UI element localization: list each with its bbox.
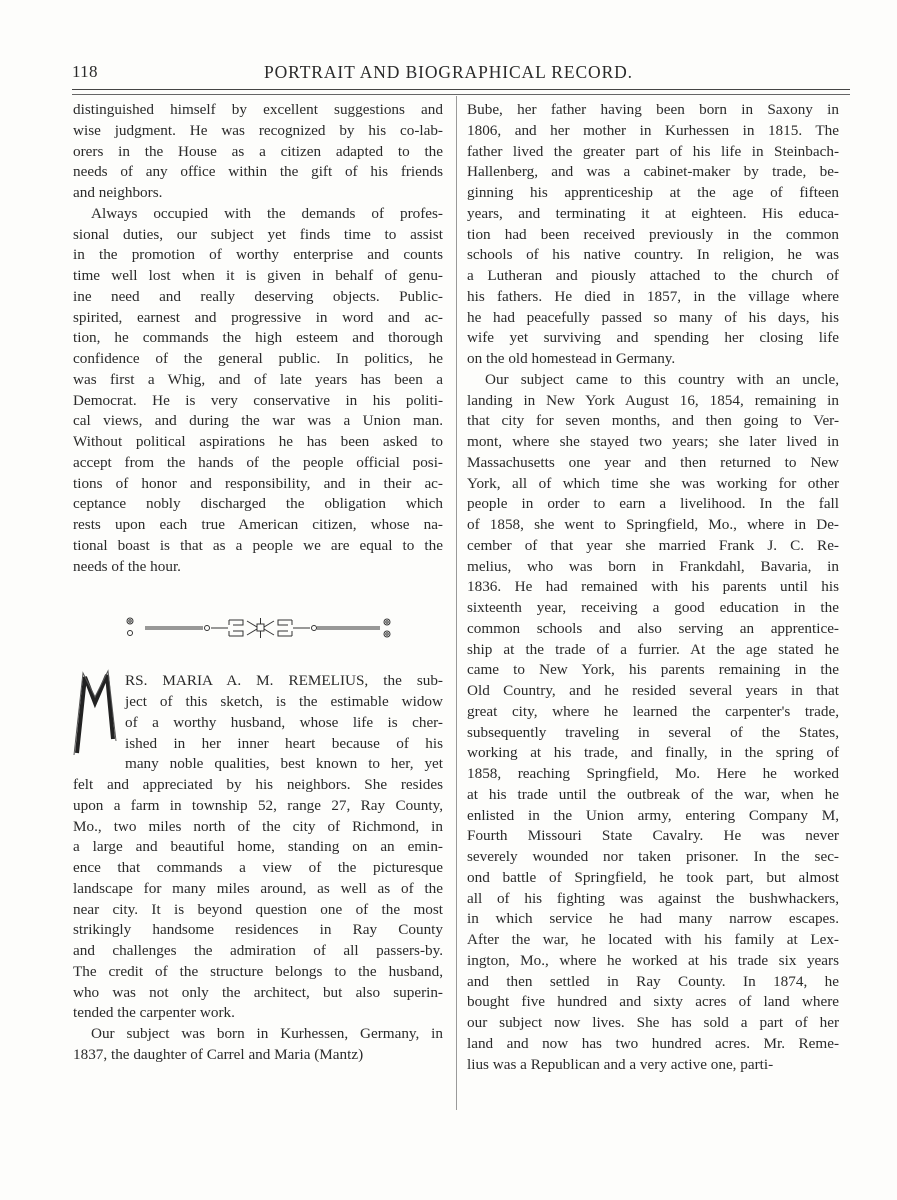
left-column <box>73 100 443 1066</box>
text-line: time well lost when it is given in behalf of genu- <box>73 267 443 284</box>
text-line: subsequently traveling in several of the States, <box>467 723 839 741</box>
text-line: confidence of the general public. In politics, he <box>73 350 443 367</box>
text-line: rests upon each true American citizen, whose na- <box>73 516 443 533</box>
text-line: our subject now lives. She has sold a part of her <box>467 1014 839 1031</box>
text-line: on the old homestead in Germany. <box>467 350 676 367</box>
right-column <box>467 100 839 1075</box>
text-line: land and now has two hundred acres. Mr. Reme- <box>467 1034 839 1052</box>
text-line: cember of that year she married Frank J. C. Re- <box>467 536 839 554</box>
text-line: Fourth Missouri State Cavalry. He was never <box>467 827 839 845</box>
text-line: Our subject was born in Kurhessen, Germany, in <box>91 1025 443 1042</box>
text-line: Our subject came to this country with an uncle, <box>485 370 839 388</box>
text-line: his fathers. He died in 1857, in the village where <box>467 287 839 305</box>
text-line: was first a Whig, and of late years has been a <box>73 370 443 388</box>
text-line: and then settled in Ray County. In 1874, he <box>467 972 839 990</box>
text-line: Democrat. He is very conservative in his politi- <box>73 391 443 409</box>
text-line: RS. MARIA A. M. REMELIUS, the sub- <box>125 672 443 690</box>
text-line: upon a farm in township 52, range 27, Ray County, <box>73 796 443 814</box>
text-line: needs of any office within the gift of his friends <box>73 163 443 181</box>
text-line: wife yet surviving and spending her closing life <box>467 329 839 347</box>
text-line: melius, who was born in Frankdahl, Bavaria, in <box>467 557 839 575</box>
text-line: ine need and really deserving objects. Public- <box>73 287 443 305</box>
drop-cap-m-icon <box>71 669 119 757</box>
ornament-divider-icon <box>125 615 395 641</box>
paragraph <box>73 100 443 204</box>
text-line: Without political aspirations he has been asked to <box>73 433 443 450</box>
text-line: ished in her inner heart because of his <box>125 734 443 752</box>
text-line: common schools and also serving an apprentice- <box>467 619 839 637</box>
header-rule <box>72 89 850 95</box>
page-header <box>72 60 850 86</box>
text-line: lius was a Republican and a very active one, parti- <box>467 1055 774 1073</box>
text-line: of a worthy husband, whose life is cher- <box>125 713 443 731</box>
text-line: tion had been received previously in the common <box>467 225 839 243</box>
text-line: in which service he had many narrow escapes. <box>467 910 839 928</box>
text-line: a large and beautiful home, standing on an emin- <box>73 838 443 856</box>
text-line: accept from the hands of the people official posi- <box>73 453 443 471</box>
text-line: enlisted in the Union army, entering Company M, <box>467 806 839 824</box>
text-line: came to New York, his parents remaining in the <box>467 661 839 679</box>
text-line: mont, where she stayed two years; she later lived in <box>467 433 839 450</box>
paragraph <box>73 1024 443 1066</box>
text-line: ginning his apprenticeship at the age of fifteen <box>467 184 839 201</box>
text-line: Always occupied with the demands of profes- <box>91 204 443 222</box>
biography-intro <box>73 671 443 1024</box>
text-line: felt and appreciated by his neighbors. She resides <box>73 776 443 793</box>
text-line: ship at the trade of a furrier. At the age stated he <box>467 640 839 658</box>
text-line: schools of his native country. In religion, he was <box>467 246 839 264</box>
text-line: all of his fighting was against the bushwhackers, <box>467 889 839 907</box>
text-line: Massachusetts one year and then returned to New <box>467 453 839 471</box>
text-line: bought five hundred and sixty acres of land where <box>467 993 839 1011</box>
text-line: a Lutheran and piously attached to the church of <box>467 267 839 284</box>
text-line: in the promotion of worthy enterprise and counts <box>73 246 443 264</box>
text-line: spirited, earnest and progressive in word and ac- <box>73 308 443 326</box>
text-line: ington, Mo., where he worked at his trade six years <box>467 951 839 969</box>
text-line: tended the carpenter work. <box>73 1004 235 1022</box>
text-line: great city, where he learned the carpenter's trade, <box>467 702 839 720</box>
text-line: father lived the greater part of his life in Steinbach- <box>467 142 839 160</box>
paragraph <box>467 100 839 370</box>
text-line: 1806, and her mother in Kurhessen in 1815. The <box>467 121 839 139</box>
text-line: needs of the hour. <box>73 557 181 575</box>
paragraph <box>73 671 443 1024</box>
text-line: he had peacefully passed so many of his days, his <box>467 308 839 326</box>
running-title: PORTRAIT AND BIOGRAPHICAL RECORD. <box>264 62 633 82</box>
text-line: York, all of which time she was working for other <box>467 474 839 492</box>
text-line: ond battle of Springfield, he took part, but almost <box>467 868 839 886</box>
text-line: After the war, he located with his family at Lex- <box>467 931 839 948</box>
text-line: wise judgment. He was recognized by his co-lab- <box>73 121 443 139</box>
column-divider <box>456 96 457 1110</box>
text-line: at his trade until the outbreak of the war, when he <box>467 785 839 803</box>
text-line: years, and terminating it at eighteen. His educa- <box>467 204 839 222</box>
text-line: distinguished himself by excellent suggestions and <box>73 101 443 118</box>
page-number: 118 <box>72 62 98 81</box>
text-line: The credit of the structure belongs to the husband, <box>73 962 443 980</box>
text-line: and challenges the admiration of all passers-by. <box>73 942 443 959</box>
text-line: Old Country, and he resided several years in that <box>467 682 839 699</box>
text-line: who was not only the architect, but also superin- <box>73 983 443 1001</box>
text-line: near city. It is beyond question one of the most <box>73 900 443 918</box>
text-line: ceptance nobly discharged the obligation which <box>73 495 443 513</box>
text-line: 1836. He had remained with his parents until his <box>467 578 839 596</box>
text-line: many noble qualities, best known to her, yet <box>125 755 443 773</box>
text-line: sional duties, our subject yet finds time to assist <box>73 225 443 243</box>
text-line: tional boast is that as a people we are equal to the <box>73 536 443 554</box>
text-line: Hallenberg, and was a cabinet-maker by trade, be- <box>467 163 839 181</box>
text-line: severely wounded nor taken prisoner. In the sec- <box>467 848 839 865</box>
text-line: landing in New York August 16, 1854, remaining in <box>467 391 839 409</box>
text-line: 1858, reaching Springfield, Mo. Here he worked <box>467 765 839 782</box>
text-line: Mo., two miles north of the city of Richmond, in <box>73 817 443 835</box>
text-line: strikingly handsome residences in Ray County <box>73 921 443 939</box>
text-line: ject of this sketch, is the estimable widow <box>125 693 443 710</box>
text-line: 1837, the daughter of Carrel and Maria (Mantz) <box>73 1045 364 1063</box>
text-line: cal views, and during the war was a Union man. <box>73 412 443 430</box>
text-line: landscape for many miles around, as well as of the <box>73 879 443 897</box>
text-line: orers in the House as a citizen adapted to the <box>73 142 443 160</box>
text-line: Bube, her father having been born in Saxony in <box>467 101 839 118</box>
paragraph <box>73 204 443 578</box>
text-line: sixteenth year, receiving a good education in the <box>467 599 839 616</box>
text-line: tions of honor and responsibility, and in their ac- <box>73 474 443 492</box>
text-line: that city for seven months, and then going to Ver- <box>467 412 839 430</box>
text-line: of 1858, she went to Springfield, Mo., where in De- <box>467 516 839 533</box>
text-line: and neighbors. <box>73 184 163 201</box>
text-line: people in order to earn a livelihood. In the fall <box>467 495 839 513</box>
paragraph <box>467 370 839 1076</box>
text-line: ence that commands a view of the picturesque <box>73 859 443 876</box>
text-line: working at his trade, and finally, in the spring of <box>467 744 839 762</box>
text-line: tion, he commands the high esteem and thorough <box>73 329 443 347</box>
